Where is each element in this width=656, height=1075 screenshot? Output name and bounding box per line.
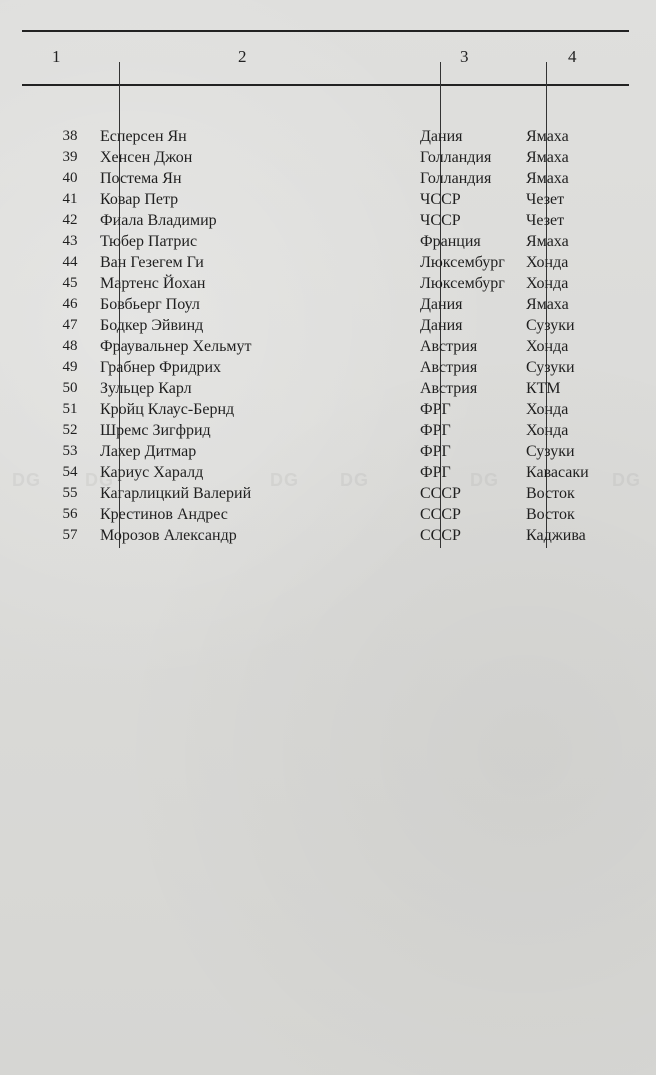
row-number: 52 [62,422,78,438]
motorcycle-brand: Хонда [526,422,569,439]
motorcycle-brand: Чезет [526,191,565,208]
country: Австрия [420,338,478,355]
rider-name: Есперсен Ян [100,128,187,145]
row-number: 54 [62,464,78,480]
table-row [22,231,629,252]
table-row [22,504,629,525]
country: ФРГ [420,422,451,439]
motorcycle-brand: Сузуки [526,317,575,334]
motorcycle-brand: Сузуки [526,443,575,460]
country: Люксембург [420,254,505,271]
row-number: 51 [62,401,78,417]
row-number: 56 [62,506,78,522]
rider-name: Грабнер Фридрих [100,359,222,376]
motorcycle-brand: Хонда [526,275,569,292]
row-number: 53 [62,443,78,459]
table-row [22,252,629,273]
table-row [22,210,629,231]
table-row [22,315,629,336]
table-row [22,441,629,462]
country: СССР [420,506,461,523]
country: ФРГ [420,464,451,481]
row-number: 40 [62,170,78,186]
motorcycle-brand: Ямаха [526,128,569,145]
motorcycle-brand: Ямаха [526,170,569,187]
row-number: 47 [62,317,78,333]
motorcycle-brand: Хонда [526,401,569,418]
country: Дания [420,296,463,313]
table-row [22,147,629,168]
rider-name: Кройц Клаус-Бернд [100,401,235,418]
country: Люксембург [420,275,505,292]
row-number: 38 [62,128,78,144]
country: Дания [420,317,463,334]
motorcycle-brand: Ямаха [526,233,569,250]
header-col-1: 1 [52,47,61,66]
country: Австрия [420,380,478,397]
rider-name: Морозов Александр [100,527,237,544]
motorcycle-brand: Хонда [526,254,569,271]
country: Франция [420,233,481,250]
row-number: 48 [62,338,78,354]
rider-name: Ковар Петр [100,191,179,208]
row-number: 57 [62,527,78,543]
country: СССР [420,485,461,502]
rider-name: Ван Гезегем Ги [100,254,204,271]
watermark-text: DG [470,470,499,490]
table-row [22,357,629,378]
motorcycle-brand: Чезет [526,212,565,229]
rider-name: Кагарлицкий Валерий [100,485,252,502]
header-col-3: 3 [460,47,469,66]
row-number: 43 [62,233,78,249]
motorcycle-brand: Хонда [526,338,569,355]
watermark-text: DG [12,470,41,490]
motorcycle-brand: Ямаха [526,296,569,313]
rider-name: Постема Ян [100,170,182,187]
country: Голландия [420,170,492,187]
motorcycle-brand: Сузуки [526,359,575,376]
row-number: 46 [62,296,78,312]
row-number: 41 [62,191,78,207]
row-number: 44 [62,254,78,270]
table-row [22,399,629,420]
country: ФРГ [420,443,451,460]
table-row [22,294,629,315]
watermark-text: DG [340,470,369,490]
table-row [22,525,629,546]
motorcycle-brand: Каджива [526,527,586,544]
header-col-4: 4 [568,47,577,66]
table-row [22,189,629,210]
rider-name: Бодкер Эйвинд [100,317,204,334]
motorcycle-brand: Восток [526,485,575,502]
rider-name: Шремс Зигфрид [100,422,211,439]
rider-name: Бовбьерг Поул [100,296,200,313]
header-col-2: 2 [238,47,247,66]
rider-name: Зульцер Карл [100,380,192,397]
table-row [22,378,629,399]
table-row [22,273,629,294]
rider-name: Кариус Харалд [100,464,204,481]
rider-name: Крестинов Андрес [100,506,228,523]
motorcycle-brand: Восток [526,506,575,523]
country: Австрия [420,359,478,376]
watermark-text: DG [85,470,114,490]
row-number: 42 [62,212,78,228]
watermark-text: DG [612,470,641,490]
table-row [22,336,629,357]
rider-name: Фраувальнер Хельмут [100,338,252,355]
country: ЧССР [420,191,461,208]
country: ЧССР [420,212,461,229]
motorcycle-brand: Кавасаки [526,464,589,481]
rider-name: Тюбер Патрис [100,233,198,250]
table-row [22,126,629,147]
watermark-text: DG [270,470,299,490]
table-row [22,168,629,189]
country: Дания [420,128,463,145]
motorcycle-brand: Ямаха [526,149,569,166]
row-number: 45 [62,275,78,291]
row-number: 39 [62,149,78,165]
rider-name: Хенсен Джон [100,149,193,166]
rider-name: Лахер Дитмар [100,443,197,460]
country: Голландия [420,149,492,166]
rider-name: Фиала Владимир [100,212,217,229]
table-header [22,32,629,86]
rider-name: Мартенс Йохан [100,275,206,292]
table-row [22,420,629,441]
row-number: 49 [62,359,78,375]
country: ФРГ [420,401,451,418]
motorcycle-brand: КТМ [526,380,561,397]
row-number: 50 [62,380,78,396]
country: СССР [420,527,461,544]
row-number: 55 [62,485,78,501]
